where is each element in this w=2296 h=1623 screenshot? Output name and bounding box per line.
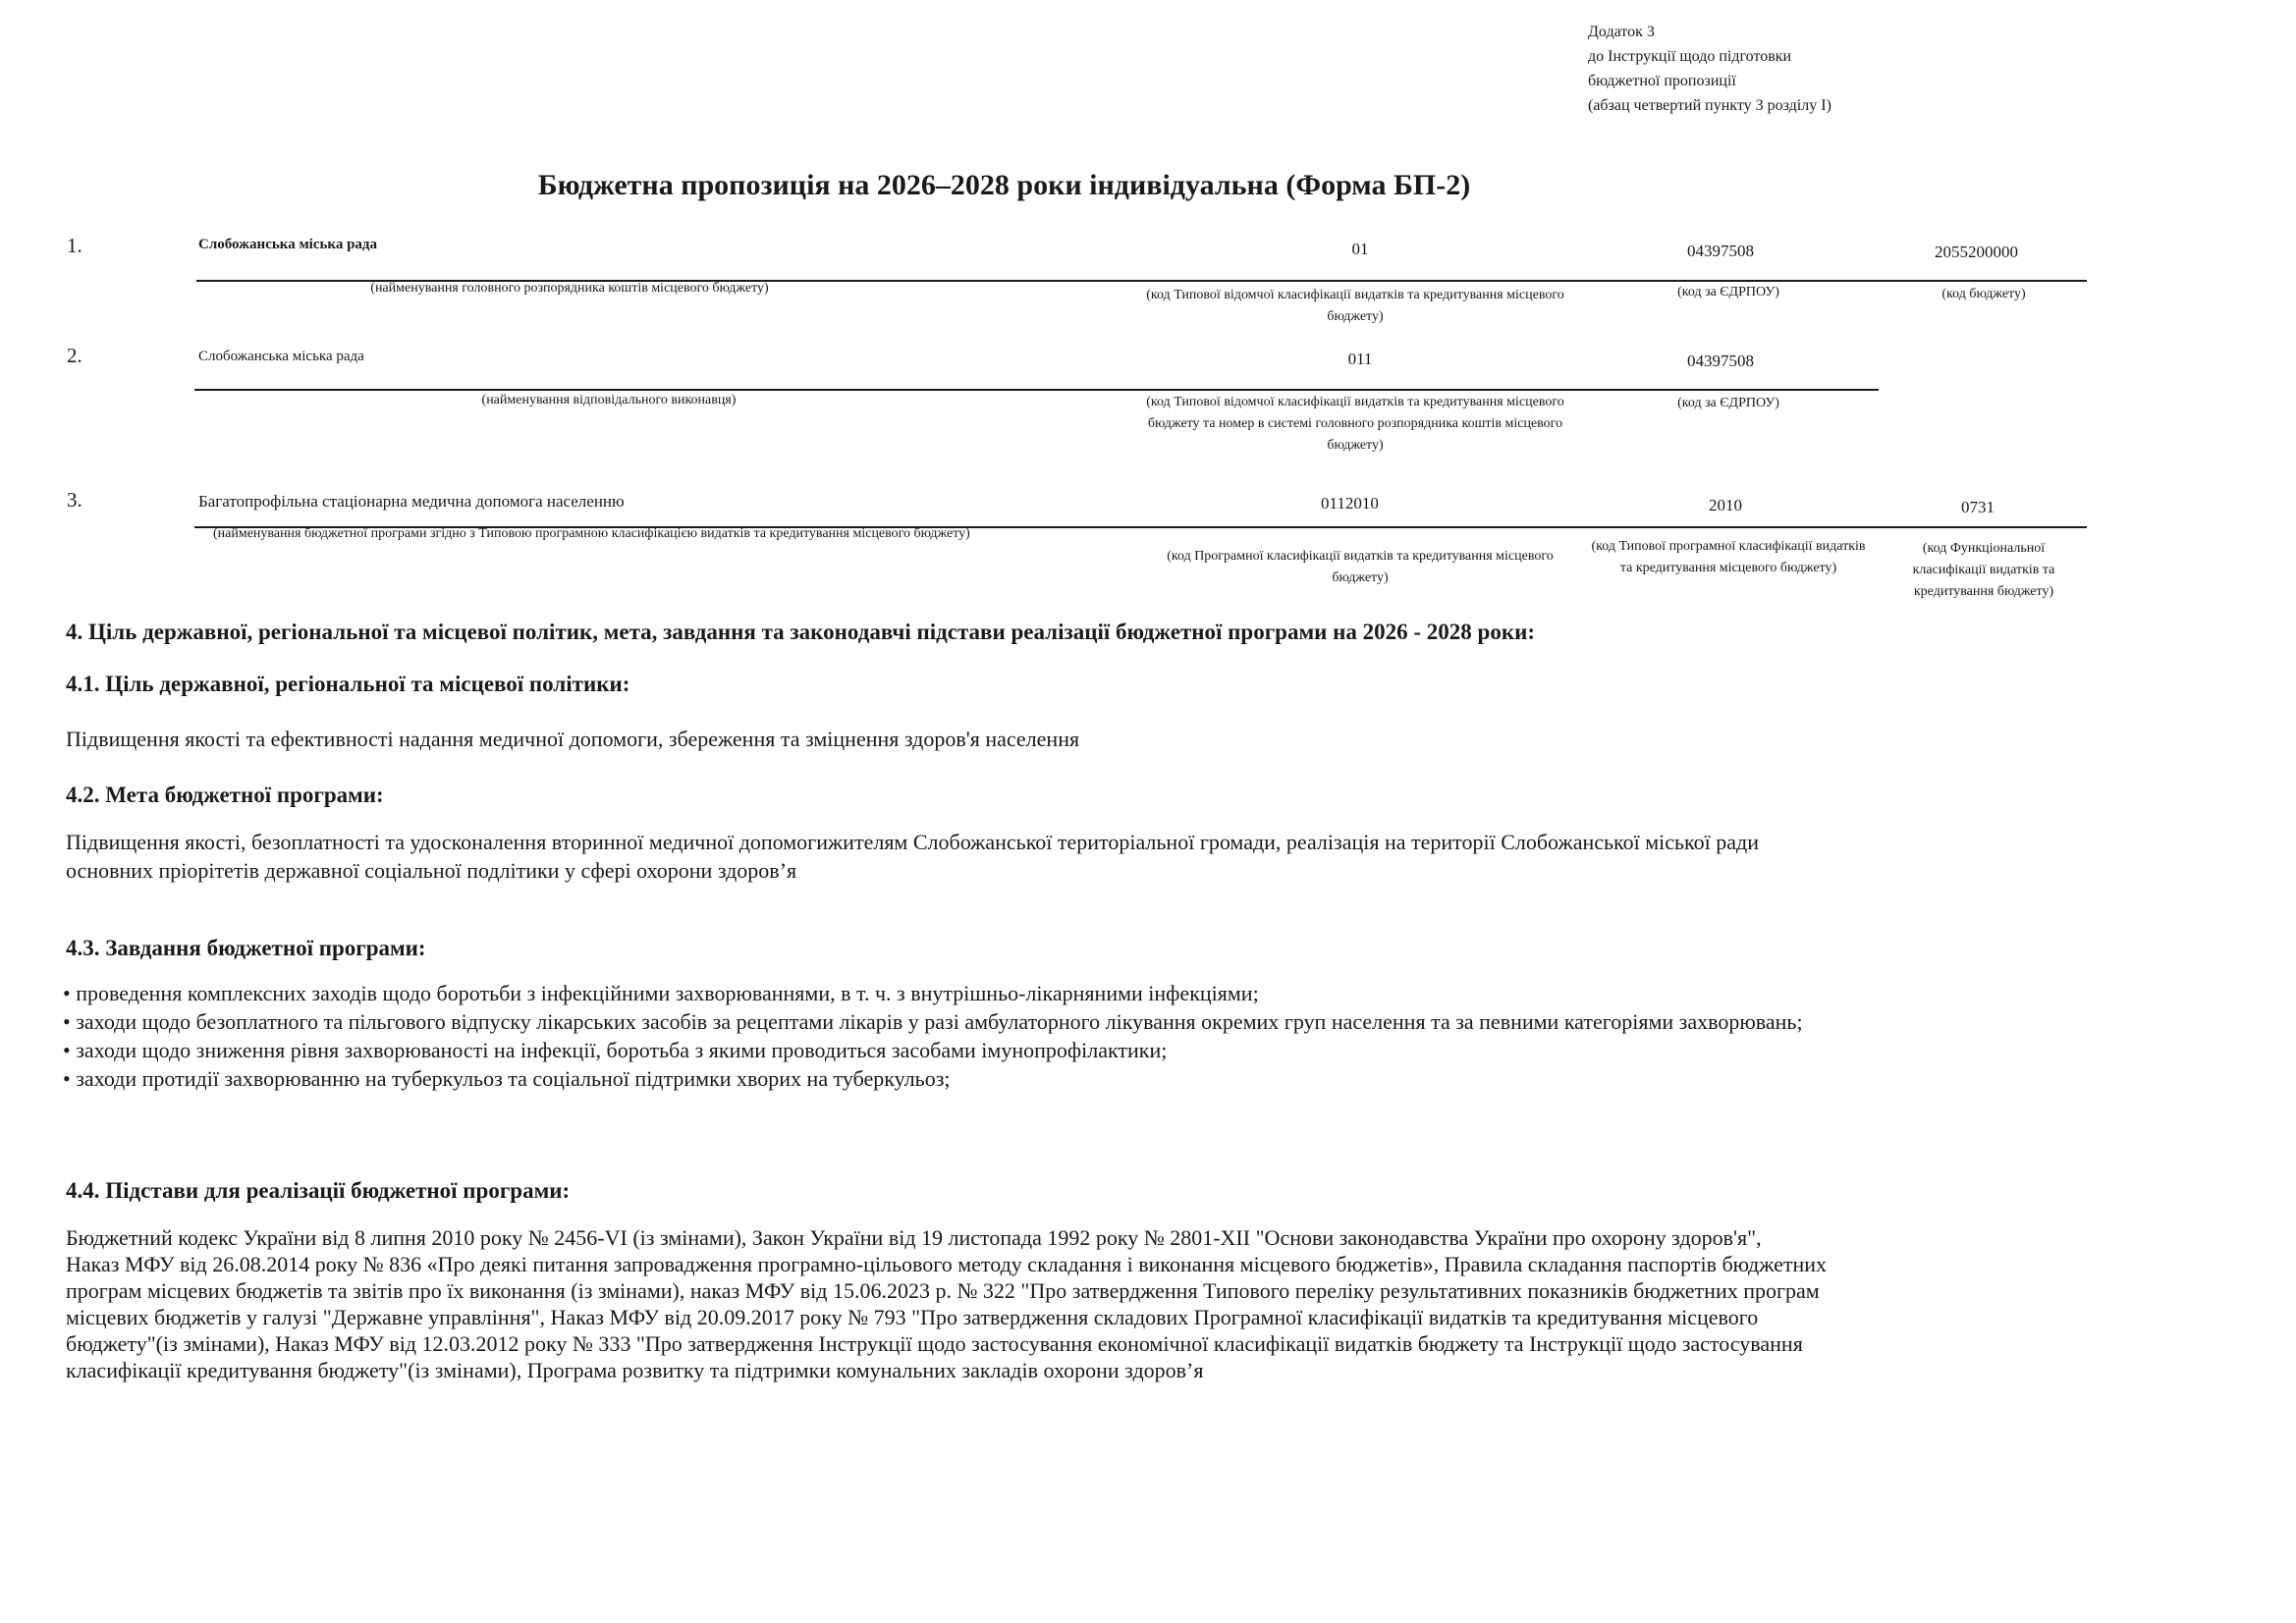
section43-task-item: • заходи щодо безоплатного та пільгового відпуску лікарських засобів за рецептами лікарів у разі амбулаторного лікування окремих груп населення та за певними категоріями захворювань; [63, 1009, 1803, 1034]
row1-number: 1. [67, 234, 82, 257]
row3-caption-program: (код Програмної класифікації видатків та кредитування місцевого бюджету) [1167, 549, 1554, 585]
section41-heading: 4.1. Ціль державної, регіональної та місцевої політики: [66, 672, 630, 696]
row1-caption-edrpou: (код за ЄДРПОУ) [1677, 285, 1779, 299]
addendum-line-3: бюджетної пропозиції [1588, 73, 1736, 89]
section44-text [66, 1224, 1827, 1383]
section43-task-item: • проведення комплексних заходів щодо боротьби з інфекційними захворюваннями, в т. ч. з внутрішньо-лікарняними інфекціями; [63, 981, 1259, 1005]
row1-caption-budget: (код бюджету) [1941, 287, 2026, 301]
row1-code-budget: 2055200000 [1935, 243, 2018, 261]
section41-line: Підвищення якості та ефективності надання медичної допомоги, збереження та зміцнення здоров'я населення [66, 727, 1080, 751]
row3-caption-functional: (код Функціональної класифікації видатків та кредитування бюджету) [1912, 541, 2055, 599]
row2-caption-name: (найменування відповідального виконавця) [481, 393, 737, 407]
row2-number: 2. [67, 344, 82, 367]
row3-number: 3. [67, 488, 82, 512]
section43-task-item: • заходи протидії захворюванню на туберкульоз та соціальної підтримки хворих на туберкульоз; [63, 1066, 951, 1091]
row3-code-functional: 0731 [1961, 498, 1995, 516]
section44-line: Наказ МФУ від 26.08.2014 року № 836 «Про деякі питання запровадження програмно-цільового методу складання і виконання місцевого бюджетів», Правила складання паспортів бюджетних [66, 1252, 1828, 1276]
addendum-line-2: до Інструкції щодо підготовки [1588, 48, 1792, 65]
section42-heading: 4.2. Мета бюджетної програми: [66, 783, 384, 807]
section44-line: класифікації кредитування бюджету"(із змінами), Програма розвитку та підтримки комунальних закладів охорони здоров’я [66, 1358, 1204, 1382]
row1-code-edrpou: 04397508 [1687, 242, 1754, 260]
row1-caption-tvk: (код Типової відомчої класифікації видатків та кредитування місцевого бюджету) [1146, 288, 1564, 324]
row1-name: Слобожанська міська рада [198, 237, 378, 252]
section43-task-item: • заходи щодо зниження рівня захворюваності на інфекції, боротьба з якими проводиться засобами імунопрофілактики; [63, 1038, 1168, 1062]
section43-task-list [63, 979, 1803, 1093]
section44-line: програм місцевих бюджетів та звітів про їх виконання (із змінами), наказ МФУ від 15.06.2023 р. № 322 "Про затвердження Типового переліку результативних показників бюджетних програм [66, 1278, 1820, 1303]
row2-code-tvk: 011 [1347, 350, 1373, 368]
addendum-note [1588, 20, 1831, 118]
row2-name: Слобожанська міська рада [198, 349, 364, 364]
row2-caption-edrpou: (код за ЄДРПОУ) [1677, 396, 1779, 410]
section42-line-1: Підвищення якості, безоплатності та удосконалення вторинної медичної допомогижителям Слобожанської територіальної громади, реалізація на території Слобожанської міської ради [66, 830, 1759, 854]
section44-line: бюджету"(із змінами), Наказ МФУ від 12.03.2012 року № 333 "Про затвердження Інструкції щодо застосування економічної класифікації видатків бюджету та Інструкції щодо застосування [66, 1331, 1803, 1356]
addendum-line-1: Додаток 3 [1588, 24, 1655, 40]
row3-code-program: 0112010 [1321, 494, 1379, 513]
row2-code-edrpou: 04397508 [1687, 352, 1754, 370]
addendum-line-4: (абзац четвертий пункту 3 розділу І) [1588, 97, 1831, 114]
section4-heading: 4. Ціль державної, регіональної та місцевої політик, мета, завдання та законодавчі підстави реалізації бюджетної програми на 2026 - 2028 роки: [66, 620, 1535, 644]
section42-text [66, 828, 1759, 885]
section44-heading: 4.4. Підстави для реалізації бюджетної програми: [66, 1178, 571, 1203]
row3-code-typical: 2010 [1709, 496, 1742, 514]
row3-caption-typical: (код Типової програмної класифікації видатків та кредитування місцевого бюджету) [1591, 539, 1866, 575]
row3-caption-name: (найменування бюджетної програми згідно з Типовою програмною класифікацією видатків та кредитування місцевого бюджету) [213, 526, 970, 541]
row1-code-tvk: 01 [1351, 240, 1369, 258]
section43-heading: 4.3. Завдання бюджетної програми: [66, 936, 426, 960]
section44-line: Бюджетний кодекс України від 8 липня 2010 року № 2456-VI (із змінами), Закон України від 19 листопада 1992 року № 2801-XII "Основи законодавства України про охорону здоров'я", [66, 1225, 1762, 1250]
document-title: Бюджетна пропозиція на 2026–2028 роки індивідуальна (Форма БП-2) [537, 169, 1471, 201]
row2-caption-tvk: (код Типової відомчої класифікації видатків та кредитування місцевого бюджету та номер в системі головного розпорядника коштів місцевого бюджету) [1146, 395, 1564, 453]
row1-caption-name: (найменування головного розпорядника коштів місцевого бюджету) [370, 281, 769, 296]
row3-name: Багатопрофільна стаціонарна медична допомога населенню [198, 492, 625, 511]
section44-line: місцевих бюджетів у галузі "Державне управління", Наказ МФУ від 20.09.2017 року № 793 "Про затвердження складових Програмної класифікації видатків та кредитування місцевого [66, 1305, 1759, 1329]
section41-text [66, 725, 1079, 753]
section42-line-2: основних пріорітетів державної соціальної подлітики у сфері охорони здоров’я [66, 858, 797, 883]
